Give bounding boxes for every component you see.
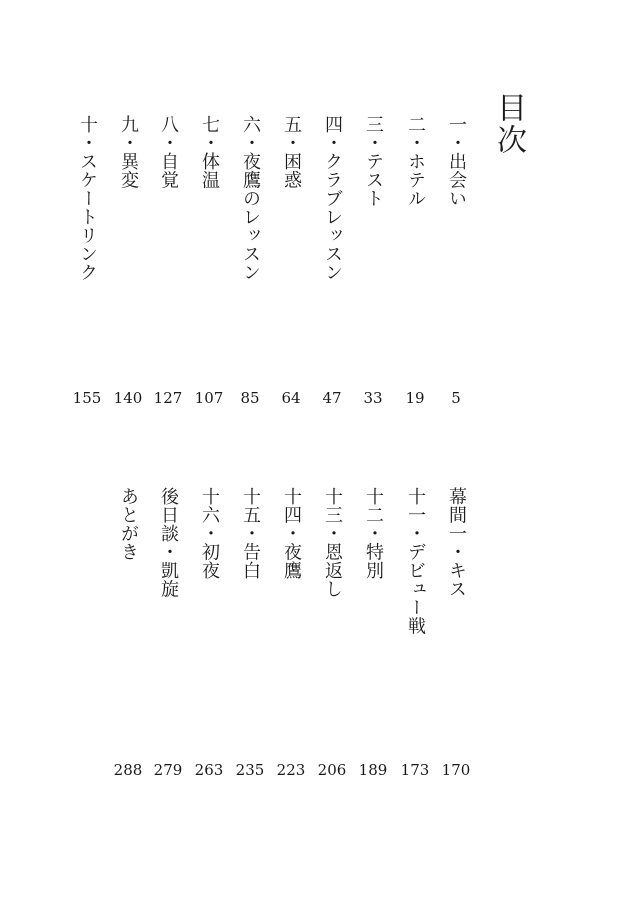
toc-entry-page: 5 — [451, 389, 461, 407]
toc-entry-title: 十六・初夜 — [199, 487, 220, 580]
toc-entry-title: 二・ホテル — [405, 115, 426, 208]
toc-entry-page: 206 — [317, 761, 347, 779]
toc-entry-title: あとがき — [118, 487, 139, 561]
toc-entry-page: 223 — [276, 761, 306, 779]
toc-entry-title: 七・体温 — [199, 115, 220, 189]
toc-entry-title: 十三・恩返し — [322, 487, 343, 598]
toc-entry-page: 47 — [322, 389, 342, 407]
toc-entry-title: 九・異変 — [118, 115, 139, 189]
toc-entry-title: 四・クラブレッスン — [322, 115, 343, 282]
toc-entry-title: 十二・特別 — [363, 487, 384, 580]
toc-entry-page: 155 — [72, 389, 102, 407]
toc-entry-title: 一・出会い — [446, 115, 467, 208]
toc-entry-page: 64 — [281, 389, 301, 407]
toc-entry-page: 33 — [363, 389, 383, 407]
toc-entry-title: 後日談・凱旋 — [158, 487, 179, 598]
toc-entry-page: 263 — [194, 761, 224, 779]
toc-entry-page: 85 — [240, 389, 260, 407]
toc-entry-title: 三・テスト — [363, 115, 384, 208]
toc-entry-title: 六・夜鷹のレッスン — [240, 115, 261, 282]
toc-entry-page: 127 — [153, 389, 183, 407]
toc-entry-page: 235 — [235, 761, 265, 779]
toc-entry-page: 288 — [113, 761, 143, 779]
toc-entry-page: 189 — [358, 761, 388, 779]
toc-entry-title: 十四・夜鷹 — [281, 487, 302, 580]
toc-entry-page: 107 — [194, 389, 224, 407]
toc-entry-title: 五・困惑 — [281, 115, 302, 189]
toc-entry-title: 八・自覚 — [158, 115, 179, 189]
toc-entry-page: 19 — [405, 389, 425, 407]
toc-entry-title: 幕間一・キス — [446, 487, 467, 598]
toc-entry-page: 279 — [153, 761, 183, 779]
toc-title: 目次 — [491, 92, 526, 156]
toc-entry-title: 十五・告白 — [240, 487, 261, 580]
toc-entry-title: 十・スケートリンク — [77, 115, 98, 282]
toc-entry-page: 140 — [113, 389, 143, 407]
toc-entry-page: 173 — [400, 761, 430, 779]
toc-entry-page: 170 — [441, 761, 471, 779]
toc-entry-title: 十一・デビュー戦 — [405, 487, 426, 635]
